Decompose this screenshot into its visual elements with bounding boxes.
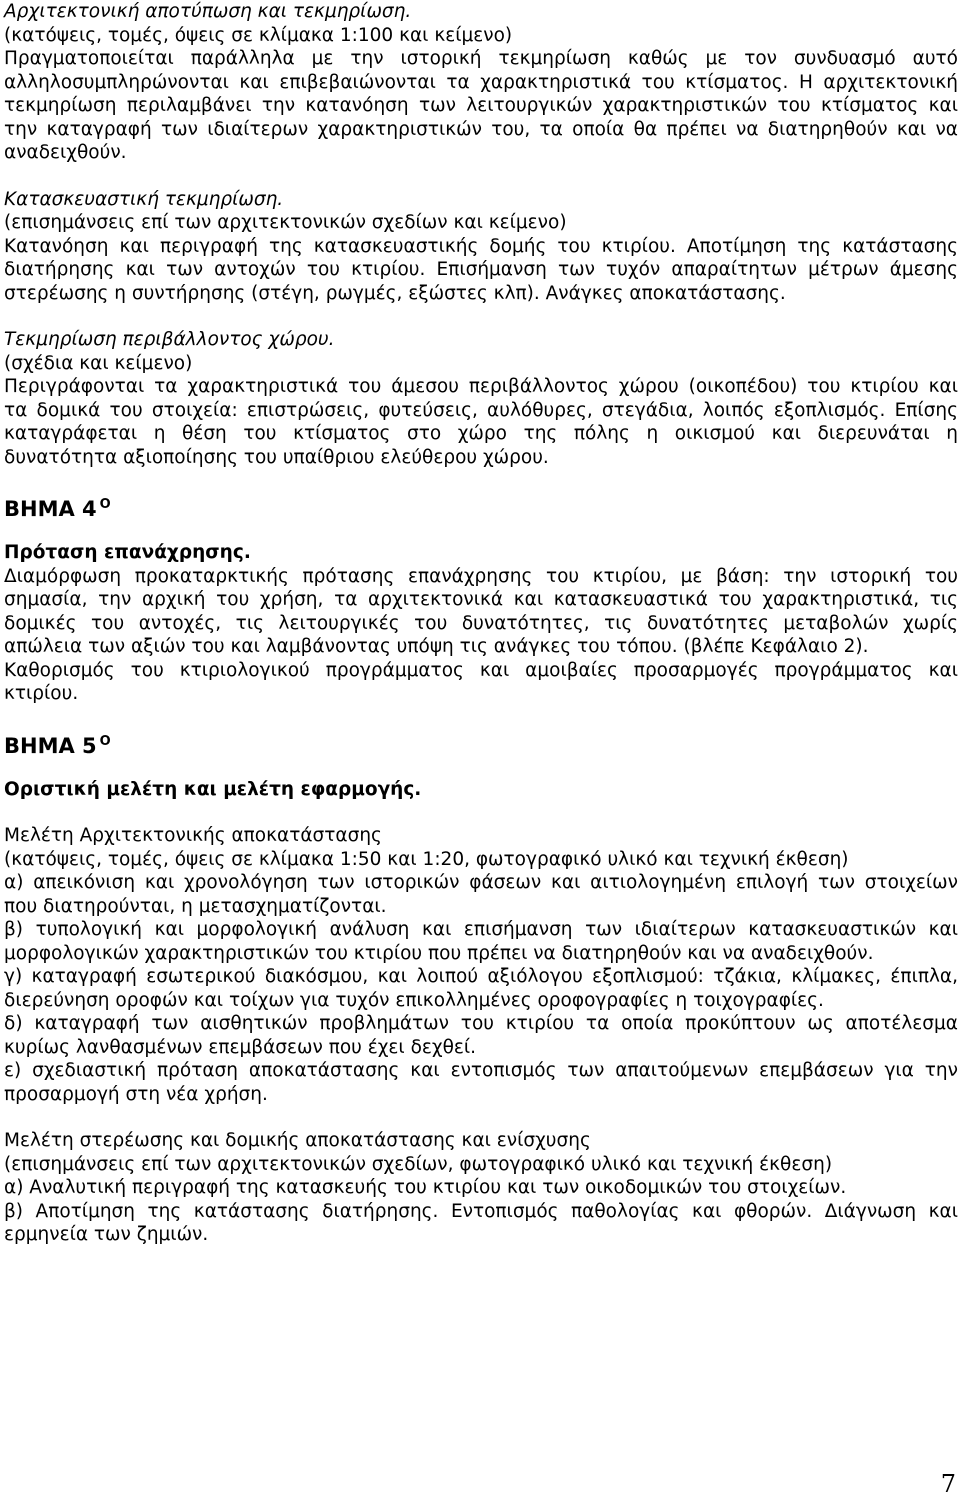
paragraph-line: (κατόψεις, τομές, όψεις σε κλίμακα 1:50 και 1:20, φωτογραφικό υλικό και τεχνική έκθεση) [4,848,849,870]
section-subtitle: (κατόψεις, τομές, όψεις σε κλίμακα 1:100 και κείμενο) [4,24,513,46]
section-environment [4,328,958,469]
paragraph-line: α) απεικόνιση και χρονολόγηση των ιστορικών φάσεων και αιτιολογημένη επιλογή των στοιχείων [4,872,958,893]
section-subtitle: (επισημάνσεις επί των αρχιτεκτονικών σχεδίων και κείμενο) [4,212,567,233]
step-5 [4,729,958,1247]
paragraph-line: β) τυπολογική και μορφολογική ανάλυση και επισήμανση των ιδιαίτερων κατασκευαστικών και [4,919,958,940]
step-label: ΒΗΜΑ 4 [4,497,97,521]
section-title: Τεκμηρίωση περιβάλλοντος χώρου. [4,329,335,350]
paragraph-line: Περιγράφονται τα χαρακτηριστικά του άμεσου περιβάλλοντος χώρου (οικοπέδου) του κτιρίου και [4,376,958,397]
paragraph-line: μορφολογικών χαρακτηριστικών του κτιρίου που πρέπει να διατηρηθούν και να αναδειχθούν. [4,942,874,964]
step-subtitle: Πρόταση επανάχρησης. [4,542,251,563]
structural-study [4,1129,958,1247]
spacer [4,1106,958,1129]
section-subtitle: (σχέδια και κείμενο) [4,352,193,374]
paragraph-line: τεκμηρίωση περιλαμβάνει την κατανόηση των λειτουργικών χαρακτηριστικών του κτίσματος και [4,95,958,116]
paragraph-line: σημασία, την αρχική του χρήση, τα αρχιτεκτονικά και κατασκευαστικά του χαρακτηριστικά, τις [4,589,958,610]
paragraph-line: Κατανόηση και περιγραφή της κατασκευαστικής δομής του κτιρίου. Αποτίμηση της κατάστασης [4,235,958,257]
study-title: Μελέτη στερέωσης και δομικής αποκατάστασης και ενίσχυσης [4,1130,591,1151]
paragraph-line: τα δομικά του στοιχεία: επιστρώσεις, φυτεύσεις, αυλόθυρες, στεγάδια, λοιπός εξοπλισμός. Επίσης [4,399,958,421]
paragraph-line: α) Αναλυτική περιγραφή της κατασκευής του κτιρίου και των οικοδομικών του στοιχείων. [4,1177,847,1198]
paragraph-line: απώλεια των αξιών του και λαμβάνοντας υπόψη τις ανάγκες του τόπου. (βλέπε Κεφάλαιο 2). [4,636,869,657]
paragraph-line: αλληλοσυμπληρώνονται και επιβεβαιώνονται τα χαρακτηριστικά του κτίσματος. Η αρχιτεκτονική [4,71,958,93]
paragraph-line: διατήρησης και των αντοχών του κτιρίου. Επισήμανση των τυχόν απαραίτητων μέτρων άμεσης [4,259,958,280]
paragraph-line: Πραγματοποιείται παράλληλα με την ιστορική τεκμηρίωση καθώς με τον συνδυασμό αυτό [4,48,958,69]
section-architectural [4,0,958,165]
paragraph-line: γ) καταγραφή εσωτερικού διακόσμου, και λοιπού αξιόλογου εξοπλισμού: τζάκια, κλίμακες, έπιπλα, [4,966,958,987]
spacer [4,755,958,778]
spacer [4,165,958,188]
paragraph-line: ε) σχεδιαστική πρόταση αποκατάστασης και εντοπισμός των απαιτούμενων επεμβάσεων για την [4,1060,958,1081]
paragraph-line: δυνατότητα αξιοποίησης του υπαίθριου ελεύθερου χώρου. [4,446,549,468]
paragraph-line: (επισημάνσεις επί των αρχιτεκτονικών σχεδίων, φωτογραφικό υλικό και τεχνική έκθεση) [4,1153,833,1175]
paragraph-line: στερέωσης η συντήρησης (στέγη, ρωγμές, εξώστες κλπ). Ανάγκες αποκατάστασης. [4,282,786,304]
spacer [4,518,958,541]
spacer [4,706,958,729]
section-construction [4,188,958,306]
paragraph-line: κυρίως λανθασμένων επεμβάσεων που έχει δεχθεί. [4,1036,477,1058]
spacer [4,469,958,492]
study-title: Μελέτη Αρχιτεκτονικής αποκατάστασης [4,825,382,846]
step-ordinal: Ο [99,497,111,512]
section-title: Κατασκευαστική τεκμηρίωση. [4,188,284,210]
paragraph-line: δ) καταγραφή των αισθητικών προβλημάτων του κτιρίου τα οποία προκύπτουν ως αποτέλεσμα [4,1013,958,1034]
paragraph-line: Καθορισμός του κτιριολογικού προγράμματος και αμοιβαίες προσαρμογές προγράμματος και [4,659,958,681]
paragraph-line: αναδειχθούν. [4,142,127,163]
paragraph-line: Διαμόρφωση προκαταρκτικής πρότασης επανάχρησης του κτιρίου, με βάση: την ιστορική του [4,565,958,587]
page-number: 7 [940,1470,956,1498]
step-heading [4,729,958,758]
document-page [4,0,958,1247]
paragraph-line: την καταγραφή των ιδιαίτερων χαρακτηριστικών του, τα οποία θα πρέπει να διατηρηθούν και να [4,118,958,140]
restoration-study [4,824,958,1106]
section-title: Αρχιτεκτονική αποτύπωση και τεκμηρίωση. [4,1,412,22]
step-label: ΒΗΜΑ 5 [4,733,97,758]
paragraph-line: κτιρίου. [4,683,79,704]
paragraph-line: καταγράφεται η θέση του κτίσματος στο χώρο της πόλης η οικισμού και διερευνάται η [4,423,958,444]
spacer [4,305,958,328]
paragraph-line: δομικές του αντοχές, τις λειτουργικές του δυνατότητες, τις δυνατότητες μεταβολών χωρίς [4,612,958,634]
paragraph-line: προσαρμογή στη νέα χρήση. [4,1083,268,1105]
paragraph-line: διερεύνηση οροφών και τοίχων για τυχόν επικολλημένες οροφογραφίες η τοιχογραφίες. [4,989,824,1011]
paragraph-line: β) Αποτίμηση της κατάστασης διατήρησης. Εντοπισμός παθολογίας και φθορών. Διάγνωση και [4,1200,958,1222]
step-ordinal: Ο [99,733,111,749]
spacer [4,801,958,824]
step-heading [4,492,958,521]
step-4 [4,492,958,706]
paragraph-line: που διατηρούνται, η μετασχηματίζονται. [4,895,387,917]
step-subtitle: Οριστική μελέτη και μελέτη εφαρμογής. [4,778,422,800]
paragraph-line: ερμηνεία των ζημιών. [4,1224,209,1245]
